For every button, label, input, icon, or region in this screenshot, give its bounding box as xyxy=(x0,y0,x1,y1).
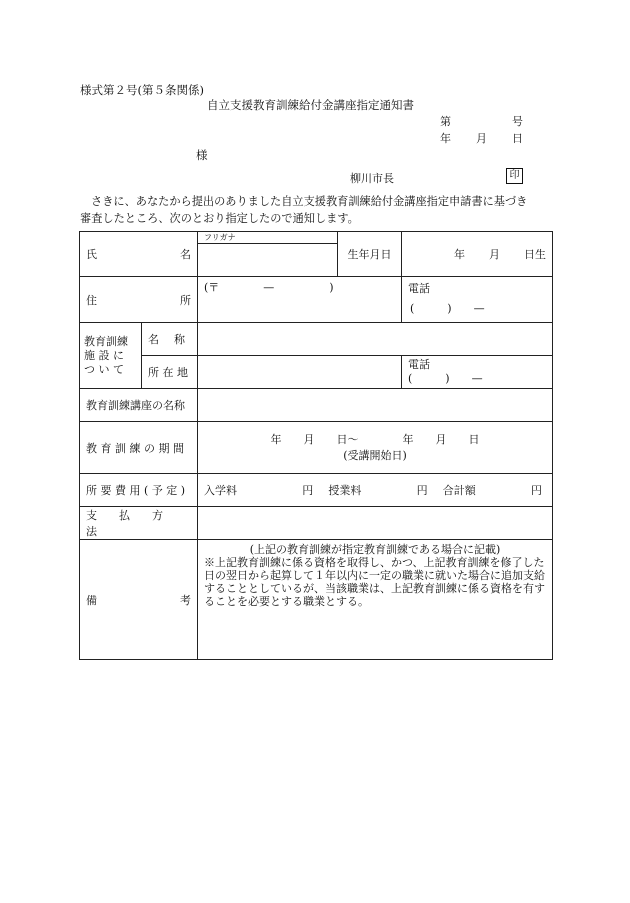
remarks-label-cell xyxy=(80,540,198,660)
cost-row xyxy=(80,474,553,507)
facility-name-value[interactable] xyxy=(198,323,553,356)
document-title: 自立支援教育訓練給付金講座指定通知書 xyxy=(207,98,414,112)
date-year-label: 年 xyxy=(440,132,451,145)
birth-month-label: 月 xyxy=(489,248,500,261)
name-row xyxy=(80,232,553,277)
facility-location-value[interactable] xyxy=(198,356,402,389)
course-name-value[interactable] xyxy=(198,389,553,422)
address-label-a: 住 xyxy=(86,293,97,307)
name-value-cell[interactable] xyxy=(198,232,338,277)
address-value-cell[interactable] xyxy=(198,277,402,323)
address-label-cell xyxy=(80,277,198,323)
period-value-cell[interactable] xyxy=(198,422,553,474)
facility-label-line-2: 施 設 に xyxy=(84,348,124,362)
remarks-body: ※上記教育訓練に係る資格を取得し、かつ、上記教育訓練を修了した日の翌日から起算して１年以内に一定の職業に就いた場合に追加支給することとしているが、当該職業は、上記教育訓練に係る資格を有することを必要とする職業とする。 xyxy=(204,556,545,608)
seal-stamp-box: 印 xyxy=(506,168,523,184)
facility-location-label: 所 在 地 xyxy=(142,356,198,389)
remarks-row xyxy=(80,540,553,660)
facility-group-label xyxy=(80,323,142,389)
facility-name-row xyxy=(80,323,553,356)
birthdate-label: 生年月日 xyxy=(338,232,402,277)
document-number-prefix: 第 xyxy=(440,115,451,128)
cost-label: 所 要 費 用 ( 予 定 ) xyxy=(80,474,198,507)
date-day-label: 日 xyxy=(512,132,523,145)
address-row xyxy=(80,277,553,323)
cost-total-label: 合計額 xyxy=(442,484,476,497)
document-number-suffix: 号 xyxy=(512,115,523,128)
intro-line-1: さきに、あなたから提出のありました自立支援教育訓練給付金講座指定申請書に基づき xyxy=(91,195,528,208)
period-label: 教 育 訓 練 の 期 間 xyxy=(80,422,198,474)
address-label-b: 所 xyxy=(180,293,191,307)
intro-line-2: 審査したところ、次のとおり指定したので通知します。 xyxy=(80,212,359,225)
facility-tel-label: 電話 xyxy=(408,358,430,371)
birth-day-label: 日生 xyxy=(524,248,546,261)
cost-yen-1: 円 xyxy=(302,484,314,497)
facility-label-line-3: つ い て xyxy=(84,362,124,376)
remarks-value-cell xyxy=(198,540,553,660)
name-label-cell xyxy=(80,232,198,277)
address-tel-cell[interactable] xyxy=(402,277,553,323)
facility-location-row xyxy=(80,356,553,389)
remarks-label-b: 考 xyxy=(180,593,191,607)
birth-year-label: 年 xyxy=(454,248,465,261)
remarks-heading: (上記の教育訓練が指定教育訓練である場合に記載) xyxy=(249,543,501,556)
facility-tel-cell[interactable] xyxy=(402,356,553,389)
remarks-label-a: 備 xyxy=(86,593,97,607)
period-value-format: 年 月 日～ 年 月 日 xyxy=(270,432,480,446)
facility-name-label-b: 称 xyxy=(174,333,185,346)
issuer-name: 柳川市長 xyxy=(350,172,394,185)
birthdate-value-cell[interactable] xyxy=(402,232,553,277)
payment-row xyxy=(80,507,553,540)
intro-paragraph xyxy=(80,193,560,227)
date-month-label: 月 xyxy=(476,132,487,145)
period-row xyxy=(80,422,553,474)
cost-yen-3: 円 xyxy=(530,484,542,497)
name-label-a: 氏 xyxy=(86,248,97,261)
facility-label-line-1: 教育訓練 xyxy=(84,334,128,348)
facility-name-label xyxy=(142,323,198,356)
postal-code-format: (〒 — ) xyxy=(204,281,334,294)
tel-label: 電話 xyxy=(408,282,430,295)
tel-format: ( ) — xyxy=(410,302,485,315)
name-label-b: 名 xyxy=(180,248,191,261)
facility-tel-format: ( ) — xyxy=(408,372,483,385)
addressee-honorific: 様 xyxy=(196,148,208,162)
period-start-note: (受講開始日) xyxy=(343,448,407,462)
course-name-row xyxy=(80,389,553,422)
furigana-label: フリガナ xyxy=(198,232,337,244)
form-number-label: 様式第２号(第５条関係) xyxy=(80,83,204,97)
designation-table xyxy=(79,231,553,660)
cost-value-cell[interactable] xyxy=(198,474,553,507)
cost-entrance-label: 入学料 xyxy=(204,484,237,497)
course-name-label: 教育訓練講座の名称 xyxy=(80,389,198,422)
facility-name-label-a: 名 xyxy=(148,333,159,346)
cost-tuition-label: 授業料 xyxy=(328,484,362,497)
payment-label: 支 払 方 法 xyxy=(80,507,198,540)
payment-value[interactable] xyxy=(198,507,553,540)
cost-yen-2: 円 xyxy=(416,484,428,497)
